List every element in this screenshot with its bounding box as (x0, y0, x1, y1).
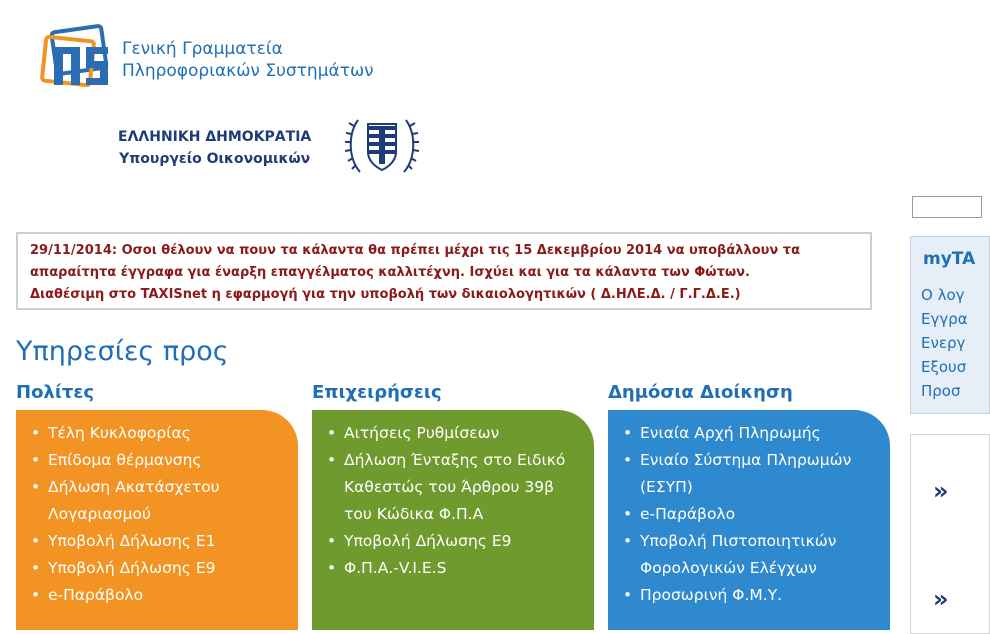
service-link[interactable]: • Αιτήσεις Ρυθμίσεων (326, 420, 586, 447)
service-link[interactable]: • Ενιαία Αρχή Πληρωμής (622, 420, 882, 447)
search-input[interactable] (912, 196, 982, 218)
service-link[interactable]: • Ενιαίο Σύστημα Πληρωμών (ΕΣΥΠ) (622, 447, 882, 501)
mytaxis-title: myTA (923, 249, 976, 269)
public-administration-title[interactable]: Δημόσια Διοίκηση (608, 382, 793, 403)
announcement-line[interactable]: απαραίτητα έγγραφα για έναρξη επαγγέλματος καλλιτέχνη. Ισχύει και για τα κάλαντα των Φώτων. (30, 265, 750, 280)
service-link[interactable]: • Υποβολή Δήλωσης Ε1 (30, 528, 290, 555)
org-name[interactable] (122, 38, 374, 82)
government-name (118, 126, 311, 170)
citizens-column (16, 380, 298, 630)
org-name-line1: Γενική Γραμματεία (122, 39, 283, 59)
public-administration-column (608, 380, 890, 630)
service-link[interactable]: • Δήλωση Ακατάσχετου Λογαριασμού (30, 474, 290, 528)
mytaxis-links (921, 283, 968, 403)
service-link[interactable]: • Δήλωση Ένταξης στο Ειδικό Καθεστώς του Άρθρου 39β του Κώδικα Φ.Π.Α (326, 447, 586, 528)
service-link[interactable]: • Υποβολή Πιστοποιητικών Φορολογικών Ελέγχων (622, 528, 882, 582)
mytaxis-link[interactable]: Εγγρα (921, 310, 968, 328)
announcement-line[interactable]: 29/11/2014: Οσοι θέλουν να πουν τα κάλαντα θα πρέπει μέχρι τις 15 Δεκεμβρίου 2014 να υποβάλλουν τα (30, 243, 801, 258)
citizens-services-box (16, 410, 298, 630)
mytaxis-link[interactable]: Εξουσ (921, 358, 967, 376)
government-line2: Υπουργείο Οικονομικών (119, 151, 311, 167)
citizens-title[interactable]: Πολίτες (16, 382, 95, 403)
mytaxis-link[interactable]: Ο λογ (921, 286, 965, 304)
businesses-title[interactable]: Επιχειρήσεις (312, 382, 442, 403)
double-chevron-right-icon[interactable]: » (933, 585, 949, 613)
gsis-logo-icon[interactable] (40, 25, 114, 91)
service-link[interactable]: • e-Παράβολο (30, 582, 290, 609)
service-link[interactable]: • Επίδομα θέρμανσης (30, 447, 290, 474)
double-chevron-right-icon[interactable]: » (933, 477, 949, 505)
mytaxis-link[interactable]: Προσ (921, 382, 961, 400)
service-link[interactable]: • Τέλη Κυκλοφορίας (30, 420, 290, 447)
mytaxis-panel (910, 236, 990, 414)
government-line1: ΕΛΛΗΝΙΚΗ ΔΗΜΟΚΡΑΤΙΑ (118, 129, 312, 145)
greek-seal-icon (344, 112, 420, 180)
service-link[interactable]: • Φ.Π.Α.-V.I.E.S (326, 555, 586, 582)
businesses-column (312, 380, 594, 630)
announcement-line[interactable]: Διαθέσιμη στο TAXISnet η εφαρμογή για την υποβολή των δικαιολογητικών ( Δ.ΗΛΕ.Δ. / Γ.Γ.Δ.Ε.) (30, 287, 741, 302)
service-link[interactable]: • e-Παράβολο (622, 501, 882, 528)
services-heading: Υπηρεσίες προς (16, 336, 229, 367)
businesses-services-box (312, 410, 594, 630)
quick-links-panel (910, 434, 990, 634)
org-name-line2: Πληροφοριακών Συστημάτων (122, 61, 374, 81)
service-link[interactable]: • Προσωρινή Φ.Μ.Υ. (622, 582, 882, 609)
announcement-box (16, 232, 872, 310)
public-administration-services-box (608, 410, 890, 630)
service-link[interactable]: • Υποβολή Δήλωσης Ε9 (30, 555, 290, 582)
service-link[interactable]: • Υποβολή Δήλωσης Ε9 (326, 528, 586, 555)
mytaxis-link[interactable]: Ενεργ (921, 334, 966, 352)
